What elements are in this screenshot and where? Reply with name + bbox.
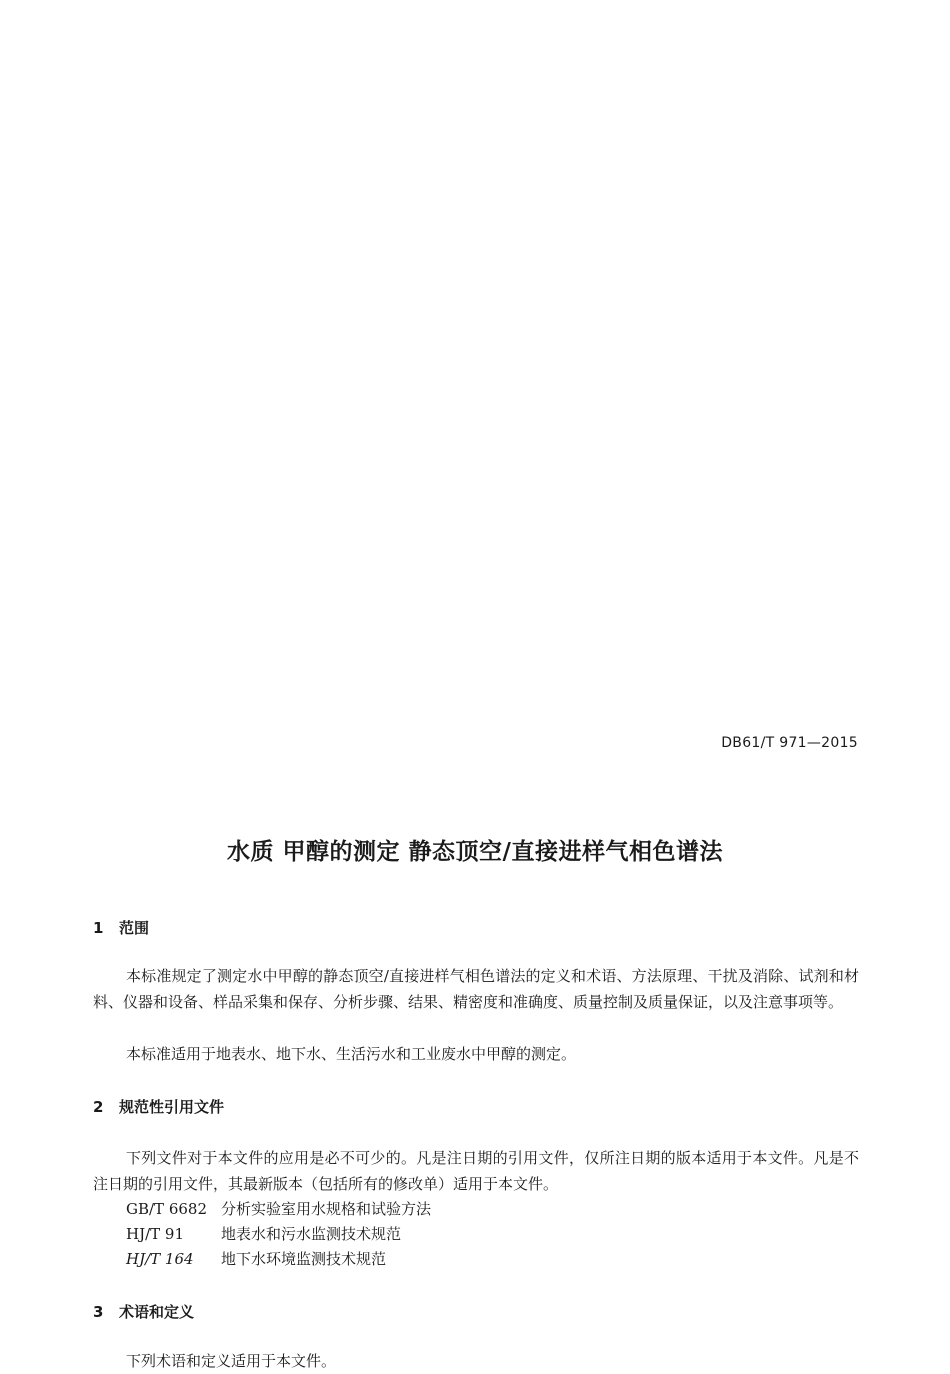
section-2-paragraph-1: 下列文件对于本文件的应用是必不可少的。凡是注日期的引用文件，仅所注日期的版本适用于本文件。凡是不注日期的引用文件，其最新版本（包括所有的修改单）适用于本文件。 [93,1149,859,1193]
reference-title: 地下水环境监测技术规范 [221,1250,387,1268]
section-title: 范围 [119,919,150,937]
section-number: 3 [93,1303,104,1321]
section-1-paragraph-1: 本标准规定了测定水中甲醇的静态顶空/直接进样气相色谱法的定义和术语、方法原理、干扰及消除、试剂和材料、仪器和设备、样品采集和保存、分析步骤、结果、精密度和准确度、质量控制及质量保证，以及注意事项等。 [93,967,859,1011]
reference-code: HJ/T 91 [126,1225,185,1243]
section-3-heading [93,1301,194,1322]
section-3-paragraph-1: 下列术语和定义适用于本文件。 [126,1352,337,1370]
section-1-paragraph-2: 本标准适用于地表水、地下水、生活污水和工业废水中甲醇的测定。 [126,1045,577,1063]
section-title: 术语和定义 [119,1303,195,1321]
section-number: 1 [93,919,104,937]
reference-row [126,1196,431,1222]
reference-code: GB/T 6682 [126,1200,208,1218]
section-title: 规范性引用文件 [119,1098,225,1116]
document-title: 水质 甲醇的测定 静态顶空/直接进样气相色谱法 [227,839,723,865]
reference-title: 分析实验室用水规格和试验方法 [221,1200,432,1218]
section-2-heading [93,1096,224,1117]
reference-row [126,1246,386,1272]
section-1-heading [93,917,149,938]
reference-code: HJ/T 164 [126,1250,194,1268]
standard-code: DB61/T 971—2015 [721,735,858,751]
section-number: 2 [93,1098,104,1116]
reference-title: 地表水和污水监测技术规范 [221,1225,402,1243]
reference-row [126,1221,401,1247]
